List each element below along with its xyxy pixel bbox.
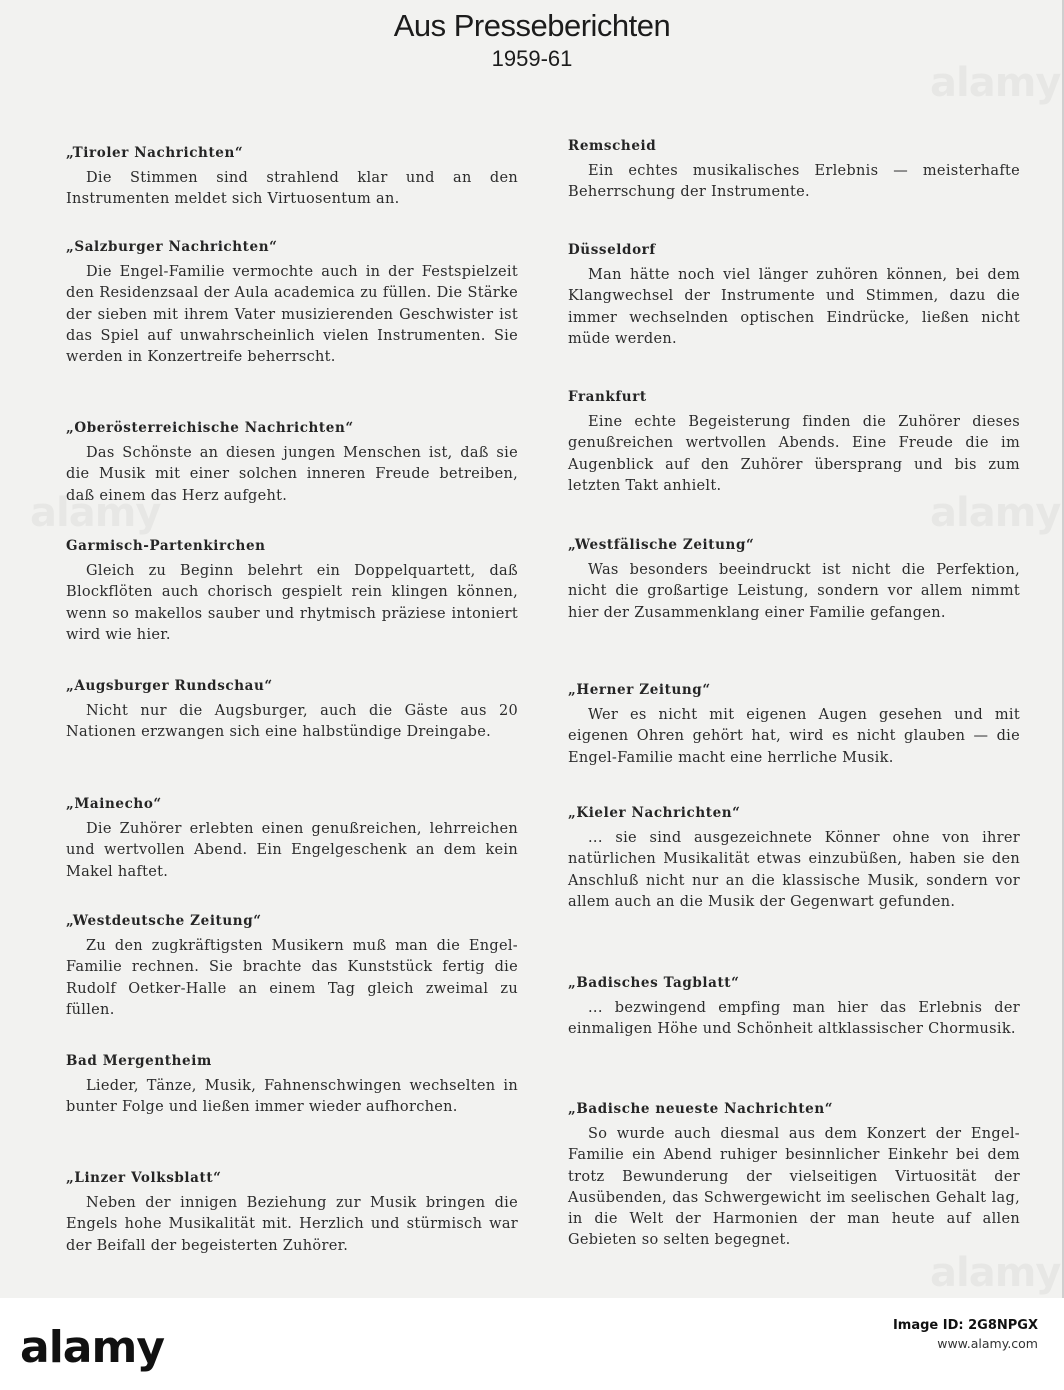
brand-logo: alamy xyxy=(20,1322,164,1373)
press-entry xyxy=(568,535,1020,624)
press-entry xyxy=(568,973,1020,1041)
press-entry xyxy=(66,536,518,646)
press-source: „Linzer Volksblatt“ xyxy=(66,1170,222,1186)
press-entry xyxy=(568,803,1020,913)
press-entry xyxy=(66,676,518,744)
footer-bar xyxy=(0,1298,1064,1390)
press-quote: ... sie sind ausgezeichnete Könner ohne von ihrer natürlichen Musikalität etwas einzubüßen, haben sie den Anschluß nicht nur an die klassische Musik, sondern vor allem auch an die Musik der Gegenwart gefunden. xyxy=(568,830,1020,910)
press-source: „Oberösterreichische Nachrichten“ xyxy=(66,420,354,436)
page-subtitle-years: 1959-61 xyxy=(491,46,573,71)
press-source: „Westfälische Zeitung“ xyxy=(568,537,755,553)
press-source: „Mainecho“ xyxy=(66,796,162,812)
press-source: „Badisches Tagblatt“ xyxy=(568,975,740,991)
press-quote: Lieder, Tänze, Musik, Fahnenschwingen wechselten in bunter Folge und ließen immer wieder aufhorchen. xyxy=(66,1078,518,1116)
press-entry xyxy=(66,237,518,368)
press-quote: Wer es nicht mit eigenen Augen gesehen und mit eigenen Ohren gehört hat, wird es nicht glauben — die Engel-Familie macht eine herrliche Musik. xyxy=(568,707,1020,766)
press-quote: Gleich zu Beginn belehrt ein Doppelquartett, daß Blockflöten auch chorisch gespielt rein klingen können, wenn so makellos sauber und rhytmisch präziese intoniert wird wie hier. xyxy=(66,563,518,643)
press-quote: Man hätte noch viel länger zuhören können, bei dem Klangwechsel der Instrumente und Stimmen, dazu die immer wechselnden optischen Eindrücke, ließen nicht müde werden. xyxy=(568,267,1020,347)
press-quote: Das Schönste an diesen jungen Menschen ist, daß sie die Musik mit einer solchen inneren Freude betreiben, daß einem das Herz aufgeht. xyxy=(66,445,518,504)
press-quote: Zu den zugkräftigsten Musikern muß man die Engel-Familie rechnen. Sie brachte das Kunststück fertig die Rudolf Oetker-Halle an einem Tag gleich zweimal zu füllen. xyxy=(66,938,518,1018)
press-source: Düsseldorf xyxy=(568,242,656,258)
press-quote: Neben der innigen Beziehung zur Musik bringen die Engels hohe Musikalität mit. Herzlich und stürmisch war der Beifall der begeisterten Zuhörer. xyxy=(66,1195,518,1254)
press-entry xyxy=(568,387,1020,497)
press-entry xyxy=(568,240,1020,350)
press-entry xyxy=(66,418,518,507)
press-quote: Was besonders beeindruckt ist nicht die Perfektion, nicht die großartige Leistung, sondern vor allem nimmt hier der Zusammenklang einer Familie gefangen. xyxy=(568,562,1020,621)
press-entry xyxy=(66,1051,518,1119)
press-quote: Die Stimmen sind strahlend klar und an den Instrumenten meldet sich Virtuosentum an. xyxy=(66,170,518,208)
site-url: www.alamy.com xyxy=(937,1336,1038,1351)
press-source: Bad Mergentheim xyxy=(66,1053,212,1069)
press-quote: Ein echtes musikalisches Erlebnis — meisterhafte Beherrschung der Instrumente. xyxy=(568,163,1020,201)
press-entry xyxy=(66,143,518,211)
press-source: „Herner Zeitung“ xyxy=(568,682,711,698)
press-source: „Kieler Nachrichten“ xyxy=(568,805,741,821)
image-id: Image ID: 2G8NPGX xyxy=(892,1318,1038,1333)
press-quote: Die Zuhörer erlebten einen genußreichen, lehrreichen und wertvollen Abend. Ein Engelgeschenk an dem kein Makel haftet. xyxy=(66,821,518,880)
press-quote: Nicht nur die Augsburger, auch die Gäste aus 20 Nationen erzwangen sich eine halbstündige Dreingabe. xyxy=(66,703,518,741)
press-entry xyxy=(66,911,518,1021)
press-source: „Salzburger Nachrichten“ xyxy=(66,239,278,255)
press-entry xyxy=(66,1168,518,1257)
watermark xyxy=(930,1250,1060,1296)
press-entry xyxy=(568,1099,1020,1252)
press-quote: So wurde auch diesmal aus dem Konzert der Engel-Familie ein Abend ruhiger besinnlicher Einkehr bei dem trotz Bewunderung der vielseitigen Virtuosität der Ausübenden, das Schwergewicht im seelischen Gehalt lag, in die Welt der Harmonien der man heute auf allen Gebieten so selten begegnet. xyxy=(568,1126,1020,1249)
press-source: Frankfurt xyxy=(568,389,647,405)
press-source: „Westdeutsche Zeitung“ xyxy=(66,913,262,929)
press-entry xyxy=(66,794,518,883)
press-source: „Augsburger Rundschau“ xyxy=(66,678,273,694)
press-source: „Badische neueste Nachrichten“ xyxy=(568,1101,834,1117)
page-title: Aus Presseberichten xyxy=(393,8,671,43)
press-source: „Tiroler Nachrichten“ xyxy=(66,145,244,161)
press-quote: ... bezwingend empfing man hier das Erlebnis der einmaligen Höhe und Schönheit altklassischer Chormusik. xyxy=(568,1000,1020,1038)
press-entry xyxy=(568,680,1020,769)
press-entry xyxy=(568,136,1020,204)
press-quote: Die Engel-Familie vermochte auch in der Festspielzeit den Residenzsaal der Aula academica zu füllen. Die Stärke der sieben mit ihrem Vater musizierenden Geschwister ist das Spiel auf unwahrscheinlich vielen Instrumenten. Sie werden in Konzertreife beherrscht. xyxy=(66,264,518,366)
image-id-block xyxy=(893,1316,1038,1353)
press-source: Remscheid xyxy=(568,138,657,154)
press-source: Garmisch-Partenkirchen xyxy=(66,538,266,554)
press-quote: Eine echte Begeisterung finden die Zuhörer dieses genußreichen wertvollen Abends. Eine Freude die im Augenblick auf den Zuhörer übersprang und bis zum letzten Takt anhielt. xyxy=(568,414,1020,494)
